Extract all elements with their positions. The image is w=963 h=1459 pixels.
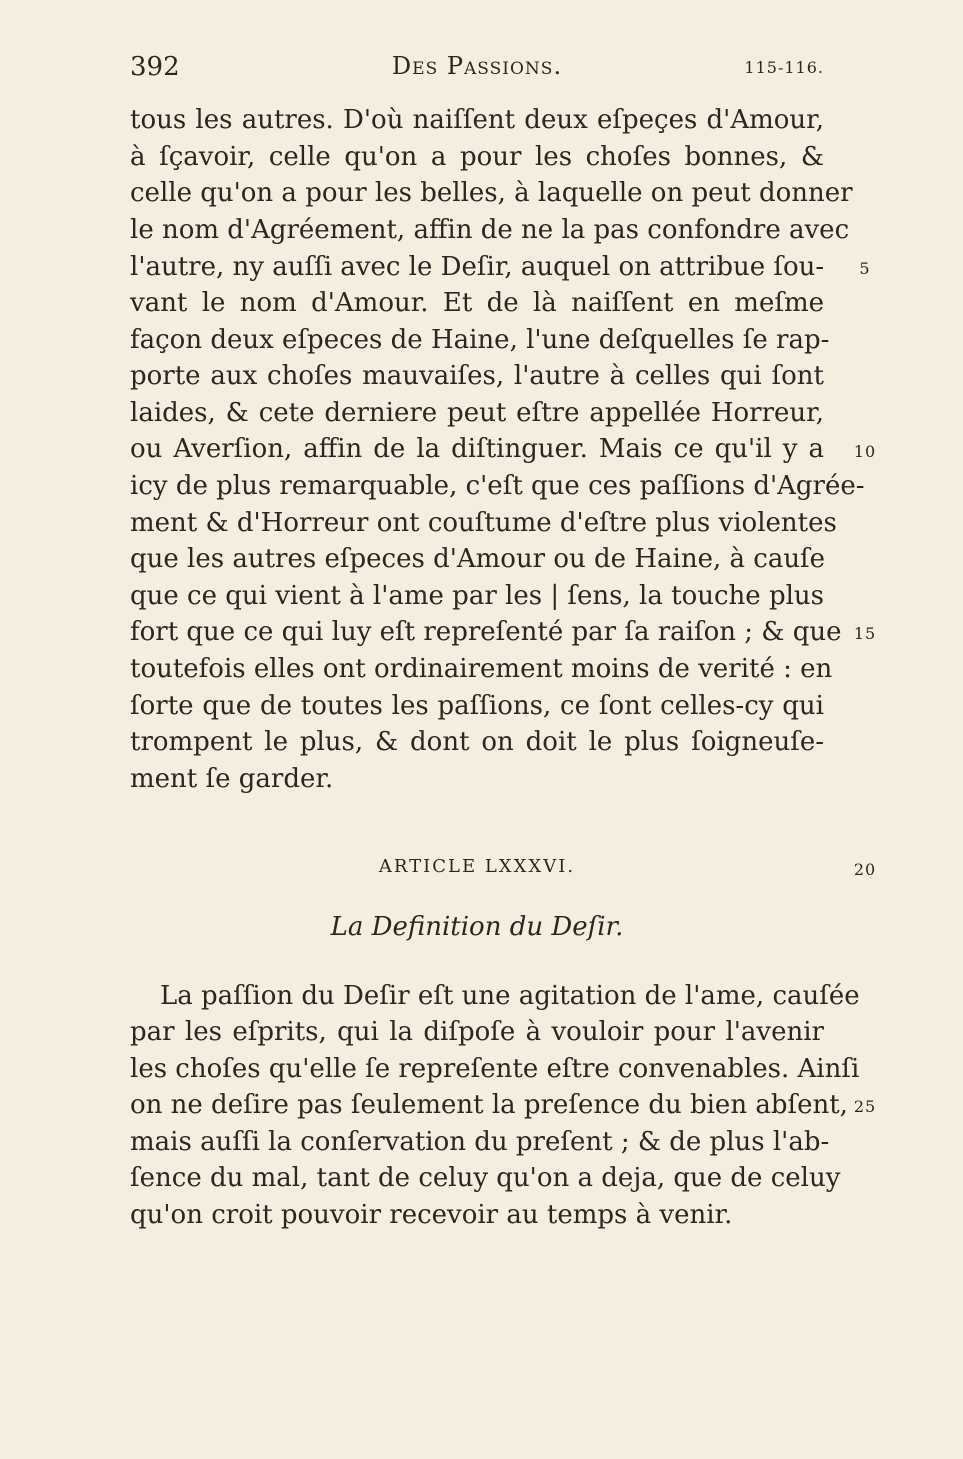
text-line: La paſſion du Deſir eſt une agitation de l'ame, cauſée — [160, 981, 860, 1011]
text-line: qu'on croit pouvoir recevoir au temps à venir. — [130, 1200, 733, 1230]
text-line: mais auſſi la conſervation du preſent ; & de plus l'ab- — [130, 1127, 830, 1157]
text-line: les choſes qu'elle ſe repreſente eſtre convenables. Ainſi — [130, 1054, 860, 1084]
running-title: Des Passions. — [391, 52, 563, 80]
text-line: celle qu'on a pour les belles, à laquelle on peut donner — [130, 178, 853, 208]
line-number: 15 — [853, 624, 877, 643]
line-number: 20 — [853, 860, 877, 879]
text-line: porte aux choſes mauvaiſes, l'autre à celles qui ſont — [130, 361, 824, 391]
text-line: que les autres eſpeces d'Amour ou de Haine, à cauſe — [130, 544, 826, 574]
text-line: tous les autres. D'où naiſſent deux eſpeçes d'Amour, — [130, 105, 824, 135]
line-number: 10 — [853, 442, 877, 461]
article-label: ARTICLE LXXXVI. — [378, 856, 576, 877]
text-line: le nom d'Agréement, affin de ne la pas confondre avec — [130, 215, 850, 245]
line-number: 5 — [859, 259, 871, 278]
text-line: ment ſe garder. — [130, 764, 334, 794]
section-reference: 115-116. — [744, 58, 824, 77]
text-line: fort que ce qui luy eſt repreſenté par ſa raiſon ; & que — [130, 617, 842, 647]
text-line: trompent le plus, & dont on doit le plus ſoigneuſe- — [130, 727, 824, 757]
text-line: que ce qui vient à l'ame par les | ſens, la touche plus — [130, 581, 824, 611]
text-line: par les eſprits, qui la diſpoſe à vouloir pour l'avenir — [130, 1017, 824, 1047]
text-line: toutefois elles ont ordinairement moins de verité : en — [130, 654, 833, 684]
text-line: ment & d'Horreur ont couſtume d'eſtre plus violentes — [130, 508, 837, 538]
text-line: on ne deſire pas ſeulement la preſence du bien abſent, — [130, 1090, 848, 1120]
text-line: laides, & cete derniere peut eſtre appellée Horreur, — [130, 398, 824, 428]
text-line: ſorte que de toutes les paſſions, ce ſont celles-cy qui — [130, 691, 824, 721]
text-line: ſence du mal, tant de celuy qu'on a deja, que de celuy — [130, 1163, 841, 1193]
text-line: vant le nom d'Amour. Et de là naiſſent en meſme — [130, 288, 824, 318]
article-title: La Definition du Deſir. — [330, 912, 624, 942]
text-line: à ſçavoir, celle qu'on a pour les choſes bonnes, & — [130, 142, 824, 172]
text-line: façon deux eſpeces de Haine, l'une deſquelles ſe rap- — [130, 325, 830, 355]
text-line: ou Averſion, affin de la diſtinguer. Mais ce qu'il y a — [130, 434, 824, 464]
text-line: icy de plus remarquable, c'eſt que ces paſſions d'Agrée- — [130, 471, 865, 501]
page-number: 392 — [130, 52, 180, 82]
page-header — [130, 52, 824, 88]
line-number: 25 — [853, 1097, 877, 1116]
text-line: l'autre, ny auſſi avec le Deſir, auquel on attribue ſou- — [130, 252, 825, 282]
